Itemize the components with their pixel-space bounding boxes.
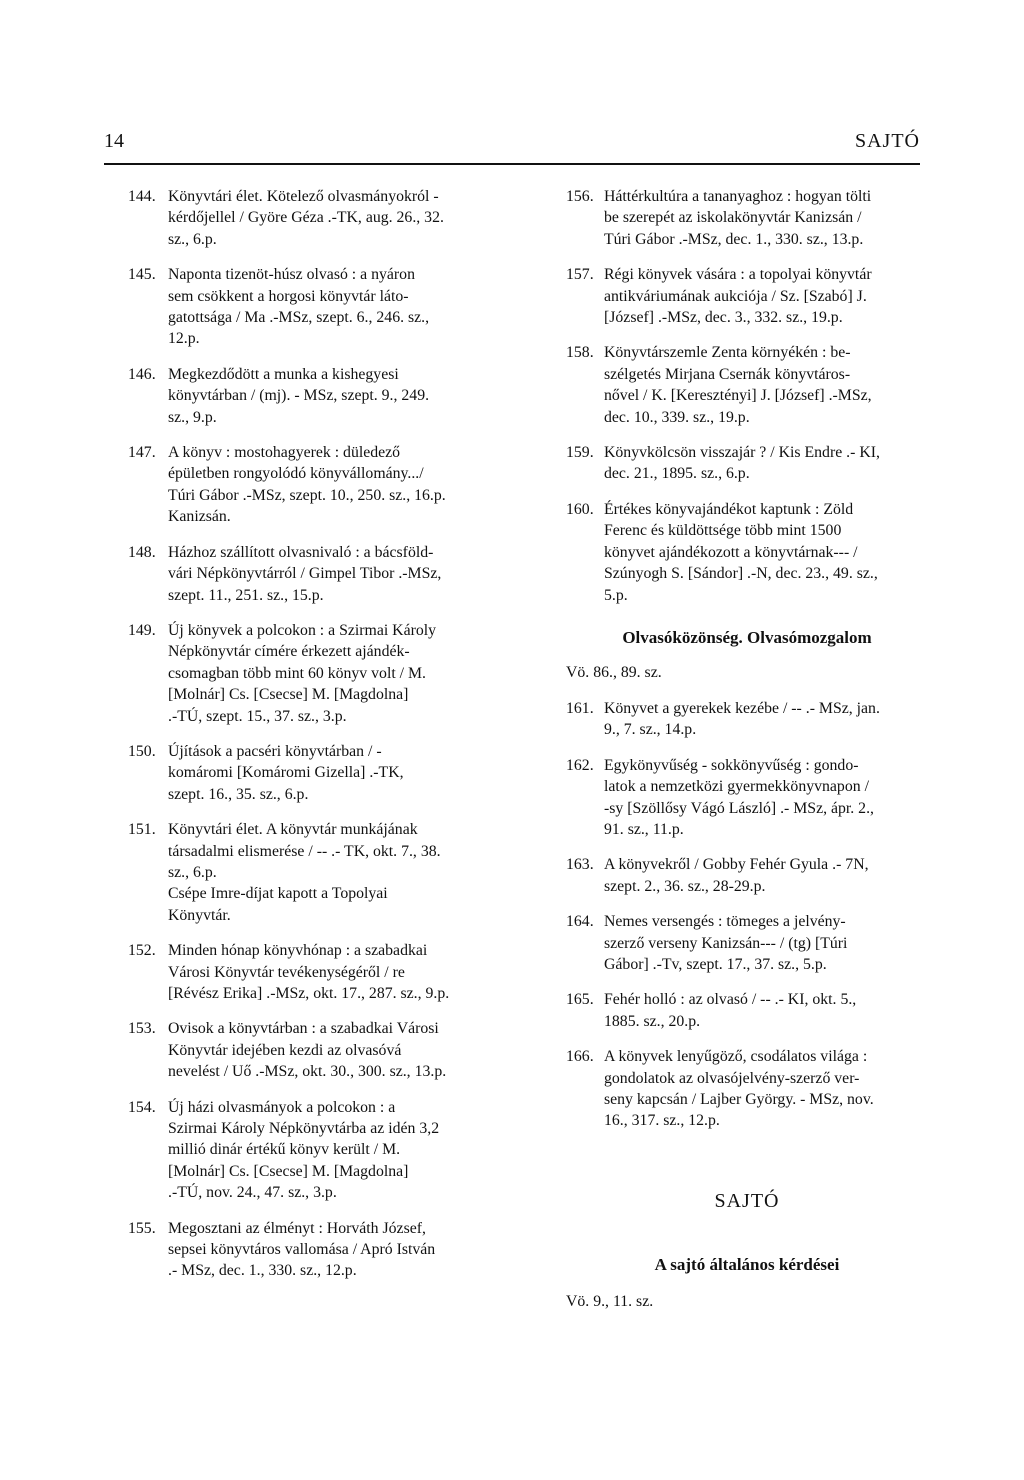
entry-text-line: Csépe Imre-díjat kapott a Topolyai bbox=[168, 885, 388, 903]
bibliography-entry bbox=[566, 499, 928, 606]
entry-text-line: .-TÚ, szept. 15., 37. sz., 3.p. bbox=[168, 707, 347, 725]
entry-text-line: Szirmai Károly Népkönyvtárba az idén 3,2 bbox=[168, 1120, 440, 1138]
entry-text-line: Gábor] .-Tv, szept. 17., 37. sz., 5.p. bbox=[604, 955, 827, 973]
entry-text-line: szept. 16., 35. sz., 6.p. bbox=[168, 785, 309, 803]
entry-number: 147. bbox=[128, 444, 156, 462]
entry-number: 161. bbox=[566, 699, 594, 717]
left-column bbox=[128, 186, 490, 1296]
see-also-note: Vö. 86., 89. sz. bbox=[566, 663, 662, 681]
entry-text-line: .-TÚ, nov. 24., 47. sz., 3.p. bbox=[168, 1184, 337, 1202]
entry-number: 149. bbox=[128, 621, 156, 639]
see-also-note-2: Vö. 9., 11. sz. bbox=[566, 1292, 654, 1310]
entry-text-line: Fehér holló : az olvasó / -- .- KI, okt. 5., bbox=[604, 991, 857, 1009]
entry-number: 153. bbox=[128, 1020, 156, 1038]
bibliography-entry bbox=[566, 1046, 928, 1132]
entry-text-line: Naponta tizenöt-húsz olvasó : a nyáron bbox=[168, 266, 415, 284]
entry-number: 163. bbox=[566, 856, 594, 874]
bibliography-entry bbox=[128, 186, 490, 250]
entry-text-line: Könyvkölcsön visszajár ? / Kis Endre .- KI, bbox=[604, 444, 880, 462]
entry-text-line: csomagban több mint 60 könyv volt / M. bbox=[168, 664, 427, 682]
bibliography-entry bbox=[128, 542, 490, 606]
entry-text-line: Ferenc és küldöttsége több mint 1500 bbox=[604, 522, 842, 540]
entry-number: 146. bbox=[128, 365, 156, 383]
entry-number: 157. bbox=[566, 266, 594, 284]
entry-number: 158. bbox=[566, 344, 594, 362]
entry-text-line: 1885. sz., 20.p. bbox=[604, 1012, 701, 1030]
entry-text-line: dec. 21., 1895. sz., 6.p. bbox=[604, 465, 750, 483]
entry-text-line: 91. sz., 11.p. bbox=[604, 820, 684, 838]
entry-number: 165. bbox=[566, 991, 594, 1009]
entry-text-line: A könyvek lenyűgöző, csodálatos világa : bbox=[604, 1048, 868, 1066]
bibliography-entry bbox=[566, 698, 928, 741]
entry-text-line: gatottsága / Ma .-MSz, szept. 6., 246. sz., bbox=[168, 309, 430, 327]
bibliography-entry bbox=[566, 264, 928, 328]
section-heading: Olvasóközönség. Olvasómozgalom bbox=[622, 627, 872, 647]
bibliography-entry bbox=[566, 854, 928, 897]
entry-text-line: .- MSz, dec. 1., 330. sz., 12.p. bbox=[168, 1262, 357, 1280]
entry-text-line: [József] .-MSz, dec. 3., 332. sz., 19.p. bbox=[604, 309, 843, 327]
entry-text-line: komáromi [Komáromi Gizella] .-TK, bbox=[168, 764, 404, 782]
entry-text-line: dec. 10., 339. sz., 19.p. bbox=[604, 408, 750, 426]
entry-number: 166. bbox=[566, 1048, 594, 1066]
entry-text-line: 9., 7. sz., 14.p. bbox=[604, 721, 697, 739]
entry-text-line: szerző verseny Kanizsán--- / (tg) [Túri bbox=[604, 934, 848, 952]
entry-text-line: 12.p. bbox=[168, 330, 200, 348]
entry-text-line: Nemes versengés : tömeges a jelvény- bbox=[604, 913, 846, 931]
bibliography-entry bbox=[566, 442, 928, 485]
entry-number: 162. bbox=[566, 756, 594, 774]
entry-text-line: Túri Gábor .-MSz, szept. 10., 250. sz., 16.p. bbox=[168, 486, 446, 504]
entry-text-line: -sy [Szöllősy Vágó László] .- MSz, ápr. 2., bbox=[604, 799, 874, 817]
bibliography-entry bbox=[566, 342, 928, 428]
entry-number: 155. bbox=[128, 1219, 156, 1237]
entry-text-line: Városi Könyvtár tevékenységéről / re bbox=[168, 963, 405, 981]
bibliography-entry bbox=[566, 911, 928, 975]
entry-text-line: Kanizsán. bbox=[168, 508, 231, 526]
bibliography-entry bbox=[128, 264, 490, 350]
entry-text-line: 16., 317. sz., 12.p. bbox=[604, 1112, 720, 1130]
entry-text-line: antikváriumának aukciója / Sz. [Szabó] J. bbox=[604, 287, 867, 305]
entry-text-line: sepsei könyvtáros vallomása / Apró István bbox=[168, 1241, 436, 1259]
entry-number: 164. bbox=[566, 913, 594, 931]
entry-number: 150. bbox=[128, 742, 156, 760]
entry-text-line: Ovisok a könyvtárban : a szabadkai Városi bbox=[168, 1020, 439, 1038]
entry-text-line: Könyvtárszemle Zenta környékén : be- bbox=[604, 344, 851, 362]
entry-text-line: Új könyvek a polcokon : a Szirmai Károly bbox=[168, 621, 437, 639]
entry-text-line: Könyvet a gyerekek kezébe / -- .- MSz, jan. bbox=[604, 699, 880, 717]
entry-text-line: vári Népkönyvtárról / Gimpel Tibor .-MSz, bbox=[168, 565, 442, 583]
entry-number: 145. bbox=[128, 266, 156, 284]
entry-text-line: Szúnyogh S. [Sándor] .-N, dec. 23., 49. sz., bbox=[604, 565, 878, 583]
entry-number: 152. bbox=[128, 942, 156, 960]
entry-text-line: Új házi olvasmányok a polcokon : a bbox=[168, 1098, 396, 1116]
bibliography-entry bbox=[128, 741, 490, 805]
entry-text-line: gondolatok az olvasójelvény-szerző ver- bbox=[604, 1069, 860, 1087]
running-head: SAJTÓ bbox=[854, 130, 920, 152]
entry-text-line: épületben rongyolódó könyvállomány.../ bbox=[168, 465, 424, 483]
sub-heading: A sajtó általános kérdései bbox=[654, 1254, 840, 1274]
entry-text-line: Megosztani az élményt : Horváth József, bbox=[168, 1219, 426, 1237]
entry-text-line: [Révész Erika] .-MSz, okt. 17., 287. sz., 9.p. bbox=[168, 985, 450, 1002]
entry-text-line: Egykönyvűség - sokkönyvűség : gondo- bbox=[604, 756, 859, 774]
entry-text-line: sem csökkent a horgosi könyvtár láto- bbox=[168, 287, 409, 305]
right-column bbox=[566, 186, 928, 1327]
entry-text-line: seny kapcsán / Lajber György. - MSz, nov. bbox=[604, 1091, 874, 1108]
entry-text-line: Megkezdődött a munka a kishegyesi bbox=[168, 365, 399, 383]
entry-text-line: A könyvekről / Gobby Fehér Gyula .- 7N, bbox=[604, 856, 869, 874]
entry-text-line: szept. 11., 251. sz., 15.p. bbox=[168, 586, 324, 604]
entry-number: 144. bbox=[128, 188, 156, 205]
entry-text-line: sz., 6.p. bbox=[168, 230, 217, 248]
entry-text-line: Túri Gábor .-MSz, dec. 1., 330. sz., 13.p. bbox=[604, 230, 864, 248]
entry-number: 148. bbox=[128, 543, 156, 561]
entry-text-line: Könyvtári élet. Kötelező olvasmányokról - bbox=[168, 188, 439, 205]
bibliography-entry bbox=[128, 1218, 490, 1282]
entry-number: 156. bbox=[566, 188, 594, 205]
entry-text-line: latok a nemzetközi gyermekkönyvnapon / bbox=[604, 778, 869, 796]
entry-number: 160. bbox=[566, 500, 594, 518]
bibliography-entry bbox=[128, 1018, 490, 1082]
entry-text-line: [Molnár] Cs. [Csecse] M. [Magdolna] bbox=[168, 1162, 409, 1180]
bibliography-entry bbox=[128, 940, 490, 1004]
bibliography-entry bbox=[128, 1097, 490, 1204]
bibliography-entry bbox=[566, 186, 928, 250]
header-rule bbox=[104, 163, 920, 165]
bibliography-entry bbox=[128, 819, 490, 926]
entry-text-line: Újítások a pacséri könyvtárban / - bbox=[168, 742, 382, 760]
entry-text-line: Régi könyvek vására : a topolyai könyvtár bbox=[604, 266, 872, 284]
entry-text-line: 5.p. bbox=[604, 586, 628, 604]
entry-text-line: könyvet ajándékozott a könyvtárnak--- / bbox=[604, 543, 858, 561]
entry-text-line: A könyv : mostohagyerek : düledező bbox=[168, 444, 401, 462]
entry-text-line: könyvtárban / (mj). - MSz, szept. 9., 249. bbox=[168, 387, 430, 405]
entries-group-a bbox=[566, 186, 928, 606]
entry-text-line: nővel / K. [Keresztényi] J. [József] .-MSz, bbox=[604, 387, 872, 405]
entry-text-line: kérdőjellel / Györe Géza .-TK, aug. 26., 32. bbox=[168, 209, 444, 227]
entry-text-line: Értékes könyvajándékot kaptunk : Zöld bbox=[604, 500, 854, 518]
entry-text-line: Népkönyvtár címére érkezett ajándék- bbox=[168, 643, 410, 661]
entry-text-line: sz., 9.p. bbox=[168, 408, 217, 426]
bibliography-entry bbox=[128, 364, 490, 428]
entries-group-b bbox=[566, 698, 928, 1132]
bibliography-entry bbox=[128, 620, 490, 727]
entry-text-line: [Molnár] Cs. [Csecse] M. [Magdolna] bbox=[168, 686, 409, 704]
bibliography-entry bbox=[566, 989, 928, 1032]
bibliography-entry bbox=[128, 442, 490, 528]
entry-text-line: be szerepét az iskolakönyvtár Kanizsán / bbox=[604, 209, 862, 227]
page-number: 14 bbox=[104, 130, 124, 152]
entry-text-line: Háttérkultúra a tananyaghoz : hogyan tölti bbox=[604, 188, 872, 205]
entry-text-line: Minden hónap könyvhónap : a szabadkai bbox=[168, 942, 428, 960]
entry-text-line: sz., 6.p. bbox=[168, 863, 217, 881]
bibliography-entry bbox=[566, 755, 928, 841]
entry-text-line: Házhoz szállított olvasnivaló : a bácsföld- bbox=[168, 543, 434, 561]
entry-text-line: nevelést / Uő .-MSz, okt. 30., 300. sz., 13.p. bbox=[168, 1063, 447, 1081]
part-title: SAJTÓ bbox=[714, 1189, 780, 1212]
entry-text-line: Könyvtár. bbox=[168, 906, 231, 924]
entry-text-line: millió dinár értékű könyv került / M. bbox=[168, 1141, 401, 1159]
entry-text-line: társadalmi elismerése / -- .- TK, okt. 7., 38. bbox=[168, 842, 441, 860]
entry-number: 159. bbox=[566, 444, 594, 462]
entry-text-line: szélgetés Mirjana Csernák könyvtáros- bbox=[604, 365, 851, 383]
entry-number: 154. bbox=[128, 1098, 156, 1116]
entry-text-line: szept. 2., 36. sz., 28-29.p. bbox=[604, 877, 766, 895]
entry-text-line: Könyvtári élet. A könyvtár munkájának bbox=[168, 821, 418, 839]
entry-number: 151. bbox=[128, 821, 156, 839]
entry-text-line: Könyvtár idejében kezdi az olvasóvá bbox=[168, 1041, 402, 1059]
